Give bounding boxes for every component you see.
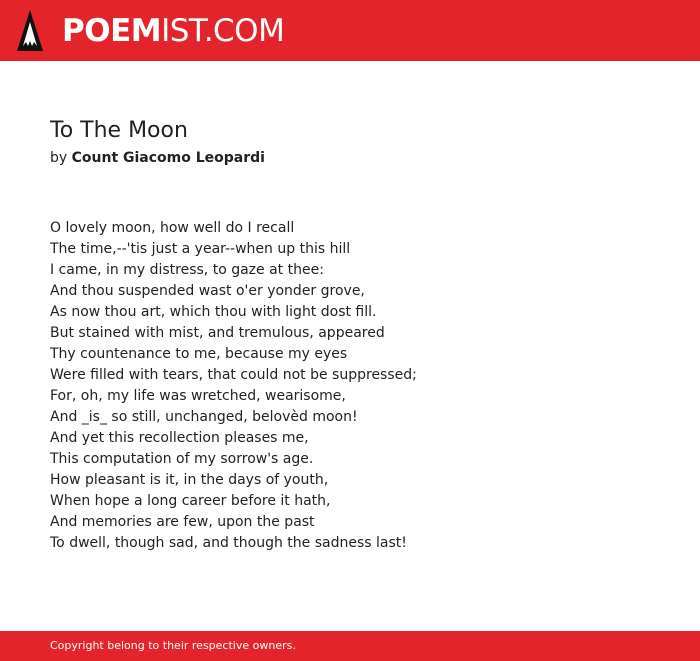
poem-title: To The Moon: [50, 118, 188, 143]
site-logo-text[interactable]: [62, 11, 284, 51]
poem-heading: [50, 116, 670, 169]
brand-light-part: IST.COM: [161, 13, 285, 49]
poem-line: For, oh, my life was wretched, wearisome,: [50, 388, 346, 404]
poem-line: And memories are few, upon the past: [50, 514, 315, 530]
poem-line: When hope a long career before it hath,: [50, 493, 331, 509]
poem-line: This computation of my sorrow's age.: [50, 451, 314, 467]
by-label: by: [50, 150, 68, 166]
poem-author: Count Giacomo Leopardi: [71, 150, 265, 166]
poem-body: [50, 218, 670, 554]
site-footer: [0, 631, 700, 661]
poem-line: And thou suspended wast o'er yonder grove,: [50, 283, 365, 299]
poem-line: Were filled with tears, that could not be suppressed;: [50, 367, 417, 383]
poem-line: To dwell, though sad, and though the sadness last!: [50, 535, 407, 551]
poem-line: O lovely moon, how well do I recall: [50, 220, 295, 236]
poem-line: I came, in my distress, to gaze at thee:: [50, 262, 324, 278]
pencil-tip-icon: [16, 9, 44, 53]
poem-line: How pleasant is it, in the days of youth,: [50, 472, 329, 488]
poem-line: As now thou art, which thou with light dost fill.: [50, 304, 377, 320]
site-header: [0, 0, 700, 61]
poem-line: And _is_ so still, unchanged, belovèd moon!: [50, 409, 358, 425]
poem-line: The time,--'tis just a year--when up this hill: [50, 241, 351, 257]
poem-line: Thy countenance to me, because my eyes: [50, 346, 348, 362]
brand-bold-part: POEM: [62, 13, 162, 49]
poem-byline: [50, 147, 670, 169]
copyright-notice: Copyright belong to their respective owners.: [50, 639, 296, 652]
poem-line: But stained with mist, and tremulous, appeared: [50, 325, 385, 341]
poem-line: And yet this recollection pleases me,: [50, 430, 309, 446]
